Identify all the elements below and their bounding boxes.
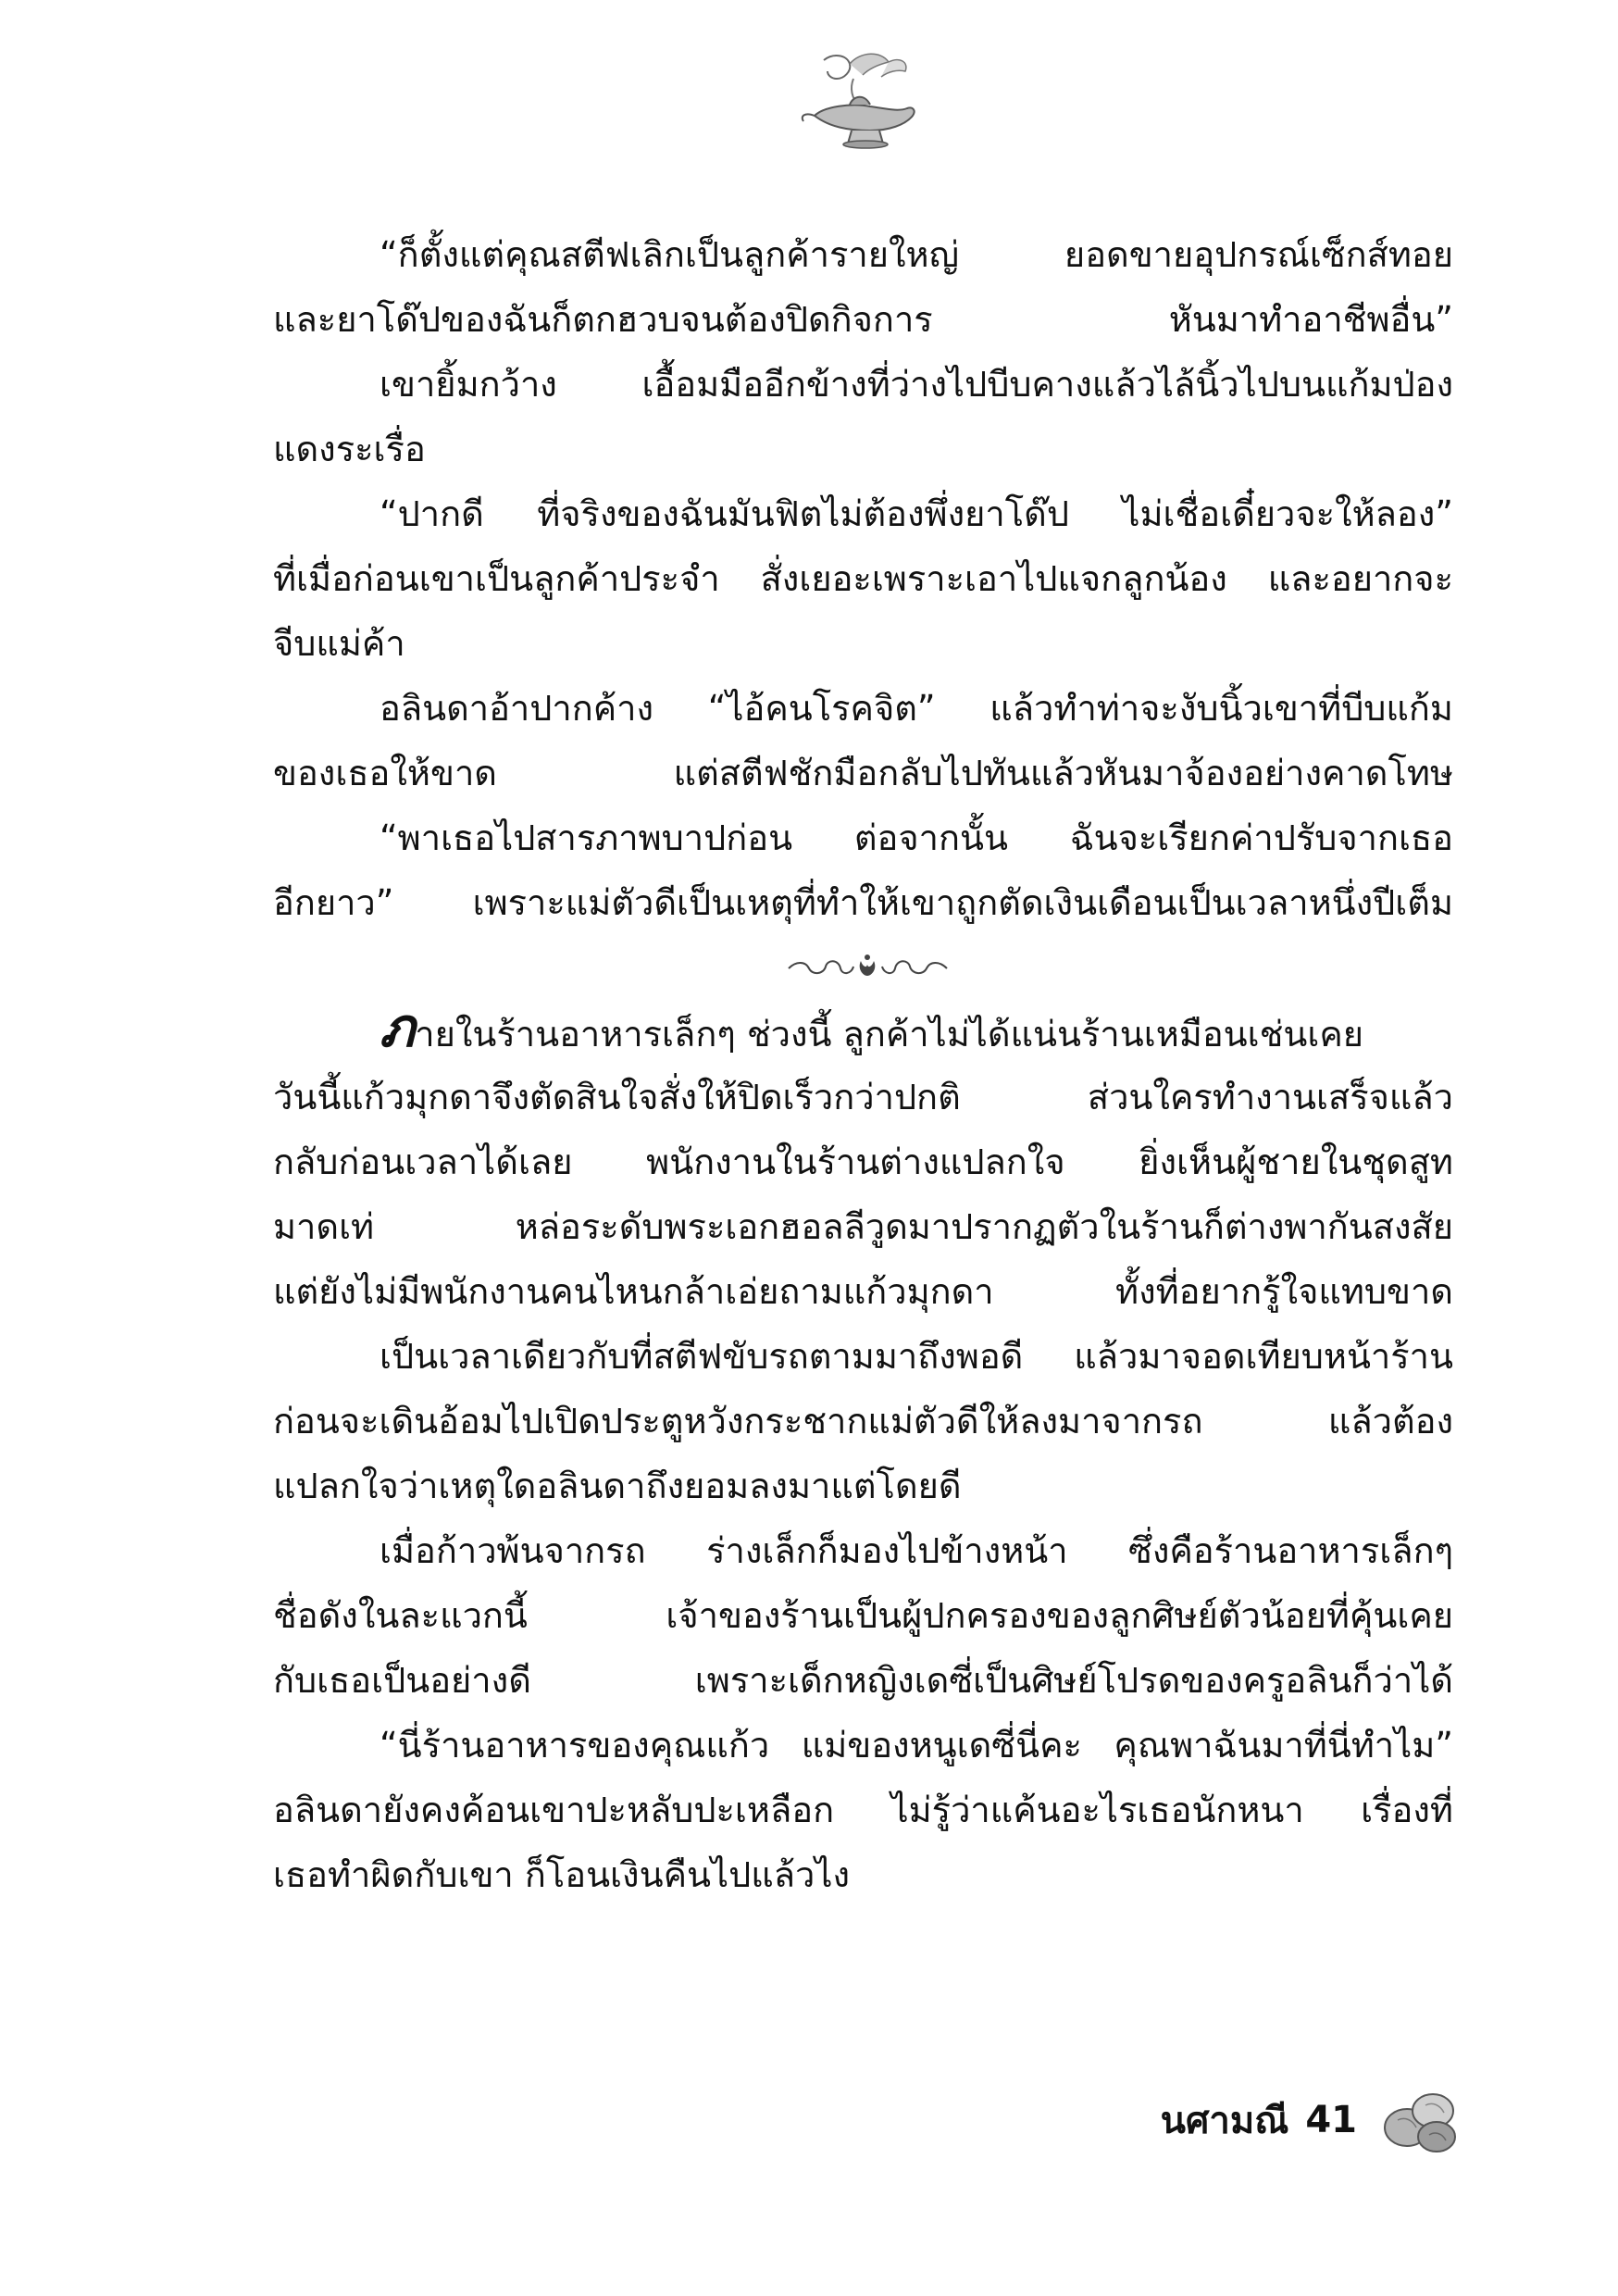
paragraph-line: อีกยาว” เพราะแม่ตัวดีเป็นเหตุที่ทำให้เขาถูกตัดเงินเดือนเป็นเวลาหนึ่งปีเต็ม [273, 882, 1453, 923]
page-number: 41 [1305, 2099, 1357, 2141]
paragraph-line: เขายิ้มกว้าง เอื้อมมืออีกข้างที่ว่างไปบีบคางแล้วไล้นิ้วไปบนแก้มป่อง [380, 364, 1453, 405]
paragraph-line: อลินดายังคงค้อนเขาปะหลับปะเหลือก ไม่รู้ว่าแค้นอะไรเธอนักหนา เรื่องที่ [273, 1790, 1453, 1830]
paragraph-line: “นี่ร้านอาหารของคุณแก้ว แม่ของหนูเดซี่นี่คะ คุณพาฉันมาที่นี่ทำไม” [380, 1725, 1453, 1766]
paragraph-line: ภายในร้านอาหารเล็กๆ ช่วงนี้ ลูกค้าไม่ได้แน่นร้านเหมือนเช่นเคย [380, 996, 1364, 1059]
drop-cap: ภ [380, 996, 416, 1059]
page-footer [1092, 2078, 1462, 2162]
paragraph-line: “ก็ตั้งแต่คุณสตีฟเลิกเป็นลูกค้ารายใหญ่ ยอดขายอุปกรณ์เซ็กส์ทอย [380, 234, 1453, 275]
paragraph-line: “ปากดี ที่จริงของฉันมันฟิตไม่ต้องพึ่งยาโด๊ป ไม่เชื่อเดี๋ยวจะให้ลอง” [380, 493, 1453, 534]
paragraph-line: ชื่อดังในละแวกนี้ เจ้าของร้านเป็นผู้ปกครองของลูกศิษย์ตัวน้อยที่คุ้นเคย [273, 1595, 1453, 1636]
book-title: นศามณี [1160, 2100, 1289, 2142]
paragraph-line: ก่อนจะเดินอ้อมไปเปิดประตูหวังกระชากแม่ตัวดีให้ลงมาจากรถ แล้วต้อง [273, 1401, 1453, 1441]
paragraph-line: ของเธอให้ขาด แต่สตีฟชักมือกลับไปทันแล้วหันมาจ้องอย่างคาดโทษ [273, 753, 1453, 793]
paragraph-line: มาดเท่ หล่อระดับพระเอกฮอลลีวูดมาปรากฏตัวในร้านก็ต่างพากันสงสัย [273, 1206, 1453, 1247]
paragraph-line: ที่เมื่อก่อนเขาเป็นลูกค้าประจำ สั่งเยอะเพราะเอาไปแจกลูกน้อง และอยากจะ [273, 558, 1453, 599]
paragraph-line: แดงระเรื่อ [273, 429, 426, 469]
section-divider [273, 935, 1453, 1000]
paragraph-line: เธอทำผิดกับเขา ก็โอนเงินคืนไปแล้วไง [273, 1854, 850, 1895]
paragraph-line: กลับก่อนเวลาได้เลย พนักงานในร้านต่างแปลกใจ ยิ่งเห็นผู้ชายในชุดสูท [273, 1142, 1453, 1182]
paragraph-line: “พาเธอไปสารภาพบาปก่อน ต่อจากนั้น ฉันจะเรียกค่าปรับจากเธอ [380, 817, 1453, 858]
paragraph-line: และยาโด๊ปของฉันก็ตกฮวบจนต้องปิดกิจการ หันมาทำอาชีพอื่น” [273, 299, 1453, 340]
paragraph-line: เมื่อก้าวพ้นจากรถ ร่างเล็กก็มองไปข้างหน้า ซึ่งคือร้านอาหารเล็กๆ [380, 1530, 1453, 1571]
lamp-with-fairy-icon [796, 51, 926, 153]
stones-icon [1379, 2083, 1462, 2157]
paragraph-line: แปลกใจว่าเหตุใดอลินดาถึงยอมลงมาแต่โดยดี [273, 1466, 962, 1506]
paragraph-line: อลินดาอ้าปากค้าง “ไอ้คนโรคจิต” แล้วทำท่าจะงับนิ้วเขาที่บีบแก้ม [380, 688, 1453, 729]
paragraph-line: แต่ยังไม่มีพนักงานคนไหนกล้าเอ่ยถามแก้วมุกดา ทั้งที่อยากรู้ใจแทบขาด [273, 1271, 1453, 1312]
swirl-divider-icon [787, 948, 949, 985]
paragraph-line: วันนี้แก้วมุกดาจึงตัดสินใจสั่งให้ปิดเร็วกว่าปกติ ส่วนใครทำงานเสร็จแล้ว [273, 1077, 1453, 1117]
paragraph-line: จีบแม่ค้า [273, 623, 405, 664]
paragraph-line: กับเธอเป็นอย่างดี เพราะเด็กหญิงเดซี่เป็นศิษย์โปรดของครูอลินก็ว่าได้ [273, 1660, 1453, 1701]
paragraph-line: เป็นเวลาเดียวกับที่สตีฟขับรถตามมาถึงพอดี แล้วมาจอดเทียบหน้าร้าน [380, 1336, 1453, 1377]
story-text [273, 222, 1453, 1907]
